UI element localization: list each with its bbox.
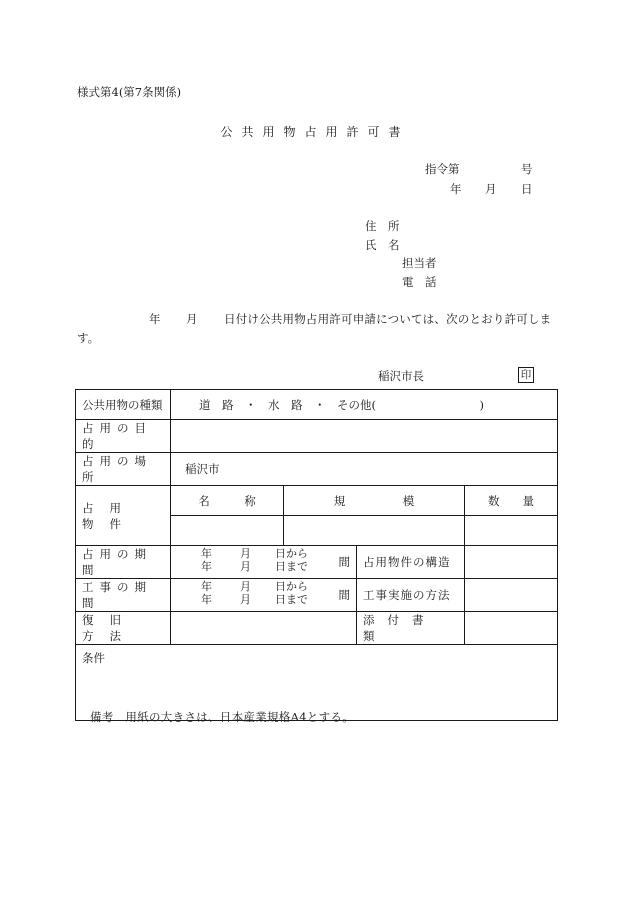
- month-label: 月: [240, 593, 251, 606]
- form-number: 様式第4(第7条関係): [77, 85, 182, 99]
- from-label: 日から: [275, 547, 308, 560]
- issue-year-label: 年: [450, 182, 462, 196]
- work-method-value: [465, 579, 558, 612]
- column-header-name: 名 称: [171, 486, 284, 516]
- table-row: [76, 612, 558, 645]
- table-row: [76, 453, 558, 486]
- column-header-size: 規 模: [284, 486, 465, 516]
- to-label: 日まで: [275, 560, 308, 573]
- month-label: 月: [240, 560, 251, 573]
- restoration-method-value: [171, 612, 357, 645]
- attachments-label: 添付書類: [357, 612, 465, 645]
- month-label: 月: [240, 580, 251, 593]
- mayor-signature: 稲沢市長: [378, 369, 424, 383]
- period-suffix: 間: [338, 588, 350, 602]
- attachments-value: [465, 612, 558, 645]
- object-name-value: [171, 516, 284, 546]
- structure-label: 占用物件の構造: [357, 546, 465, 579]
- year-label: 年: [201, 593, 212, 606]
- work-period-label: 工事の期間: [76, 579, 171, 612]
- remark-note: 備考 用紙の大きさは、日本産業規格A4とする。: [90, 710, 355, 724]
- type-label: 公共用物の種類: [76, 390, 171, 420]
- type-value: 道 路 ・ 水 路 ・ その他( ): [171, 390, 558, 420]
- document-title: 公共用物占用許可書: [220, 125, 410, 139]
- contact-person-label: 担当者: [402, 256, 437, 270]
- occupancy-period-label: 占用の期間: [76, 546, 171, 579]
- table-row: [76, 546, 558, 579]
- structure-value: [465, 546, 558, 579]
- application-month-label: 月: [186, 312, 198, 326]
- table-row: [76, 486, 558, 516]
- object-size-value: [284, 516, 465, 546]
- table-row: [76, 579, 558, 612]
- period-to-line: [201, 561, 308, 573]
- issue-day-label: 日: [521, 182, 533, 196]
- address-label: 住 所: [365, 219, 400, 233]
- seal-mark: 印: [518, 367, 534, 383]
- year-label: 年: [201, 547, 212, 560]
- body-text-line-2: す。: [77, 331, 100, 345]
- body-text-main: 日付け公共用物占用許可申請については、次のとおり許可しま: [224, 312, 552, 326]
- month-label: 月: [240, 547, 251, 560]
- place-value: 稲沢市: [171, 453, 558, 486]
- from-label: 日から: [275, 580, 308, 593]
- name-label: 氏 名: [365, 238, 400, 252]
- year-label: 年: [201, 560, 212, 573]
- period-to-line: [201, 594, 308, 606]
- purpose-value: [171, 420, 558, 453]
- object-label: 占用物件: [76, 486, 171, 546]
- work-period-value: [171, 579, 357, 612]
- column-header-quantity: 数 量: [465, 486, 558, 516]
- place-label: 占用の場所: [76, 453, 171, 486]
- directive-number-suffix: 号: [521, 162, 533, 176]
- period-suffix: 間: [338, 555, 350, 569]
- phone-label: 電 話: [402, 275, 437, 289]
- restoration-method-label: 復旧方法: [76, 612, 171, 645]
- object-quantity-value: [465, 516, 558, 546]
- application-year-label: 年: [149, 312, 161, 326]
- table-row: [76, 420, 558, 453]
- conditions-label: 条件: [82, 651, 105, 665]
- purpose-label: 占用の目的: [76, 420, 171, 453]
- directive-number-label: 指令第: [425, 162, 460, 176]
- period-from-line: [201, 548, 308, 560]
- to-label: 日まで: [275, 593, 308, 606]
- issue-month-label: 月: [485, 182, 497, 196]
- year-label: 年: [201, 580, 212, 593]
- permit-table: [75, 389, 558, 721]
- work-method-label: 工事実施の方法: [357, 579, 465, 612]
- table-row: [76, 390, 558, 420]
- occupancy-period-value: [171, 546, 357, 579]
- period-from-line: [201, 581, 308, 593]
